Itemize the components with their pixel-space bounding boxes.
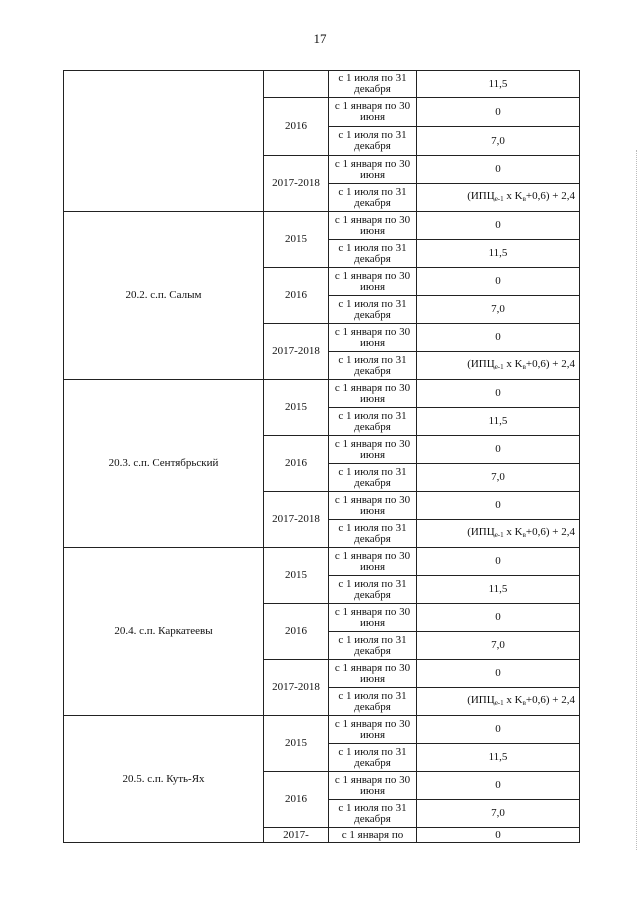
period-cell: с 1 июля по 31 декабря: [329, 800, 417, 828]
value-cell: 0: [417, 604, 580, 632]
value-cell: 0: [417, 660, 580, 688]
value-cell: 0: [417, 98, 580, 127]
period-cell: с 1 июля по 31 декабря: [329, 632, 417, 660]
year-cell: 2016: [264, 604, 329, 660]
period-cell: с 1 января по 30 июня: [329, 324, 417, 352]
formula-cell: ($ИПЦ_{e-1}$ х $K_в+0,6) + 2,4$: [417, 352, 580, 380]
period-cell: с 1 июля по 31 декабря: [329, 408, 417, 436]
table-row: [64, 380, 580, 408]
period-cell: с 1 января по 30 июня: [329, 716, 417, 744]
value-cell: 11,5: [417, 576, 580, 604]
settlement-name: 20.2. с.п. Салым: [64, 212, 264, 380]
year-cell: 2016: [264, 772, 329, 828]
period-cell: с 1 июля по 31 декабря: [329, 352, 417, 380]
year-cell: 2015: [264, 716, 329, 772]
year-cell: 2017-2018: [264, 324, 329, 380]
year-cell: 2017-: [264, 828, 329, 843]
settlement-block: [64, 548, 580, 716]
settlement-block: [64, 380, 580, 548]
period-cell: с 1 января по 30 июня: [329, 492, 417, 520]
year-cell: 2015: [264, 548, 329, 604]
period-cell: с 1 июля по 31 декабря: [329, 688, 417, 716]
value-cell: 7,0: [417, 127, 580, 156]
value-cell: 0: [417, 548, 580, 576]
year-cell: 2017-2018: [264, 492, 329, 548]
year-cell: 2015: [264, 380, 329, 436]
table-row: [64, 71, 580, 98]
period-cell: с 1 июля по 31 декабря: [329, 71, 417, 98]
settlement-name: 20.5. с.п. Куть-Ях: [64, 716, 264, 843]
value-cell: 0: [417, 716, 580, 744]
formula-cell: ($ИПЦ_{e-1}$ х $K_в+0,6) + 2,4$: [417, 184, 580, 212]
settlement-cell: [64, 71, 264, 212]
settlement-block-last: [64, 716, 580, 843]
year-cell: 2017-2018: [264, 660, 329, 716]
period-cell: с 1 июля по 31 декабря: [329, 744, 417, 772]
value-cell: 7,0: [417, 632, 580, 660]
value-cell: 7,0: [417, 800, 580, 828]
period-cell: с 1 июля по 31 декабря: [329, 184, 417, 212]
year-cell: 2017-2018: [264, 156, 329, 212]
formula-cell: ($ИПЦ_{e-1}$ х $K_в+0,6) + 2,4$: [417, 520, 580, 548]
settlement-block: [64, 212, 580, 380]
value-cell: 0: [417, 492, 580, 520]
value-cell: 11,5: [417, 240, 580, 268]
period-cell: с 1 января по 30 июня: [329, 548, 417, 576]
scan-edge-line: [635, 150, 637, 850]
value-cell: 0: [417, 380, 580, 408]
year-cell: [264, 71, 329, 98]
table-row: [64, 212, 580, 240]
value-cell: 0: [417, 772, 580, 800]
period-cell: с 1 июля по 31 декабря: [329, 127, 417, 156]
period-cell: с 1 января по: [329, 828, 417, 843]
period-cell: с 1 июля по 31 декабря: [329, 240, 417, 268]
settlement-name: 20.3. с.п. Сентябрьский: [64, 380, 264, 548]
period-cell: с 1 июля по 31 декабря: [329, 576, 417, 604]
settlement-name: 20.4. с.п. Каркатеевы: [64, 548, 264, 716]
value-cell: 0: [417, 212, 580, 240]
period-cell: с 1 июля по 31 декабря: [329, 520, 417, 548]
value-cell: 0: [417, 324, 580, 352]
period-cell: с 1 июля по 31 декабря: [329, 464, 417, 492]
period-cell: с 1 января по 30 июня: [329, 268, 417, 296]
value-cell: 11,5: [417, 408, 580, 436]
tariff-table: [63, 70, 580, 843]
period-cell: с 1 июля по 31 декабря: [329, 296, 417, 324]
period-cell: с 1 января по 30 июня: [329, 212, 417, 240]
value-cell: 0: [417, 156, 580, 184]
period-cell: с 1 января по 30 июня: [329, 604, 417, 632]
table-row: [64, 716, 580, 744]
period-cell: с 1 января по 30 июня: [329, 660, 417, 688]
table-row: [64, 548, 580, 576]
period-cell: с 1 января по 30 июня: [329, 156, 417, 184]
value-cell: 0: [417, 268, 580, 296]
year-cell: 2016: [264, 268, 329, 324]
formula-cell: ($ИПЦ_{e-1}$ х $K_в+0,6) + 2,4$: [417, 688, 580, 716]
value-cell: 11,5: [417, 744, 580, 772]
period-cell: с 1 января по 30 июня: [329, 436, 417, 464]
period-cell: с 1 января по 30 июня: [329, 772, 417, 800]
year-cell: 2016: [264, 98, 329, 156]
value-cell: 11,5: [417, 71, 580, 98]
year-cell: 2016: [264, 436, 329, 492]
period-cell: с 1 января по 30 июня: [329, 98, 417, 127]
period-cell: с 1 января по 30 июня: [329, 380, 417, 408]
page-number: 17: [313, 31, 327, 46]
value-cell: 0: [417, 828, 580, 843]
year-cell: 2015: [264, 212, 329, 268]
value-cell: 0: [417, 436, 580, 464]
value-cell: 7,0: [417, 464, 580, 492]
value-cell: 7,0: [417, 296, 580, 324]
